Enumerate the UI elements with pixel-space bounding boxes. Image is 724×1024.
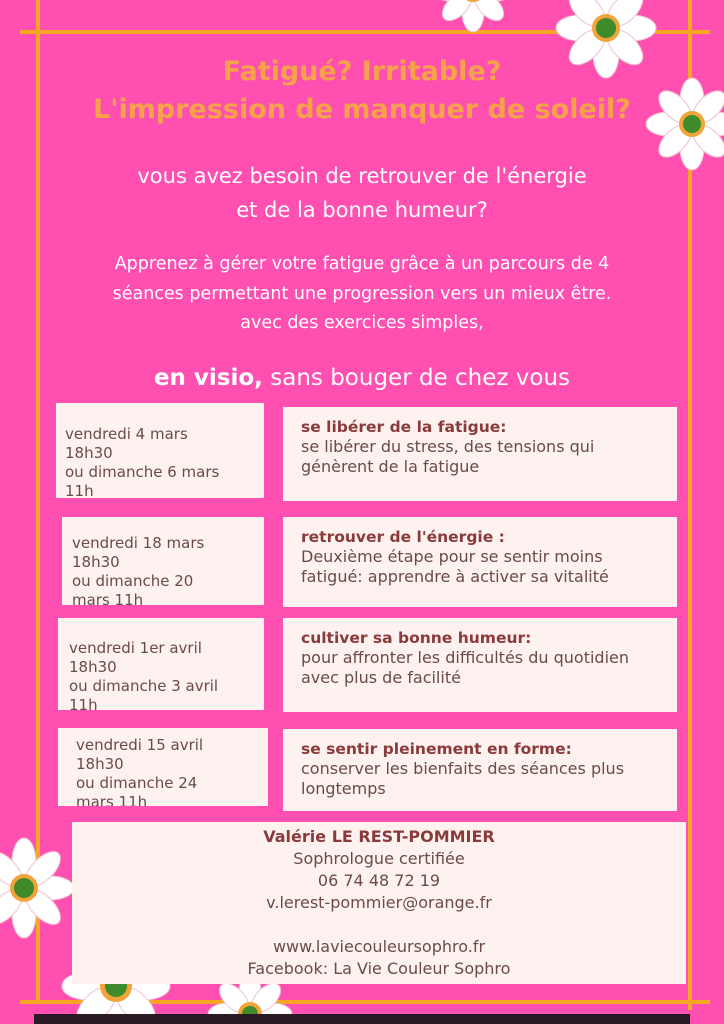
contact-box <box>72 822 686 984</box>
session-title: se sentir pleinement en forme: <box>301 740 572 758</box>
session-alt-time: 11h <box>65 482 94 498</box>
contact-name: Valérie LE REST-POMMIER <box>263 827 495 846</box>
session-date-box <box>56 403 264 498</box>
session-text: Deuxième étape pour se sentir moins fatigué: apprendre à activer sa vitalité <box>301 547 609 586</box>
session-title: cultiver sa bonne humeur: <box>301 629 532 647</box>
session-text: se libérer du stress, des tensions qui génèrent de la fatigue <box>301 437 595 476</box>
session-title: se libérer de la fatigue: <box>301 418 507 436</box>
contact-facebook[interactable]: Facebook: La Vie Couleur Sophro <box>247 959 511 978</box>
session-alt-time: 11h <box>69 696 98 710</box>
session-time: 18h30 <box>69 658 117 676</box>
session-date: vendredi 4 mars <box>65 425 188 443</box>
session-date: vendredi 18 mars <box>72 534 205 552</box>
session-text: pour affronter les difficultés du quotidien avec plus de facilité <box>301 648 629 687</box>
session-alt-time: mars 11h <box>76 793 148 806</box>
bottom-bar <box>34 1014 690 1024</box>
description-line-2: séances permettant une progression vers un mieux être. <box>112 284 612 304</box>
session-description-box <box>283 517 677 607</box>
contact-website[interactable]: www.laviecouleursophro.fr <box>272 937 486 956</box>
session-description-box <box>283 618 677 712</box>
session-description-box <box>283 729 677 811</box>
session-time: 18h30 <box>72 553 120 571</box>
intro-line-2: et de la bonne humeur? <box>236 198 488 222</box>
session-alt-date: ou dimanche 20 <box>72 572 194 590</box>
session-date: vendredi 15 avril <box>76 736 204 754</box>
session-description-box <box>283 407 677 501</box>
description-line-3: avec des exercices simples, <box>240 313 484 333</box>
contact-phone[interactable]: 06 74 48 72 19 <box>317 871 441 890</box>
visio-line <box>0 362 724 394</box>
session-alt-date: ou dimanche 6 mars <box>65 463 220 481</box>
description-line-1: Apprenez à gérer votre fatigue grâce à un parcours de 4 <box>114 254 610 274</box>
intro-line-1: vous avez besoin de retrouver de l'énergie <box>137 164 587 188</box>
visio-rest: sans bouger de chez vous <box>262 365 571 391</box>
session-alt-date: ou dimanche 24 <box>76 774 198 792</box>
session-alt-date: ou dimanche 3 avril <box>69 677 219 695</box>
headline-line-2: L'impression de manquer de soleil? <box>93 94 631 125</box>
visio-bold: en visio, <box>153 365 263 391</box>
contact-role: Sophrologue certifiée <box>293 849 465 868</box>
flower-icon <box>418 0 528 50</box>
session-date-box <box>58 618 264 710</box>
session-time: 18h30 <box>76 755 124 773</box>
session-date-box <box>62 517 264 605</box>
session-date: vendredi 1er avril <box>69 639 202 657</box>
session-date-box <box>58 728 268 806</box>
contact-spacer <box>72 914 686 936</box>
headline-line-1: Fatigué? Irritable? <box>222 56 502 87</box>
session-alt-time: mars 11h <box>72 591 144 605</box>
session-time: 18h30 <box>65 444 113 462</box>
contact-email[interactable]: v.lerest-pommier@orange.fr <box>266 893 492 912</box>
session-title: retrouver de l'énergie : <box>301 528 505 546</box>
session-text: conserver les bienfaits des séances plus longtemps <box>301 759 625 798</box>
